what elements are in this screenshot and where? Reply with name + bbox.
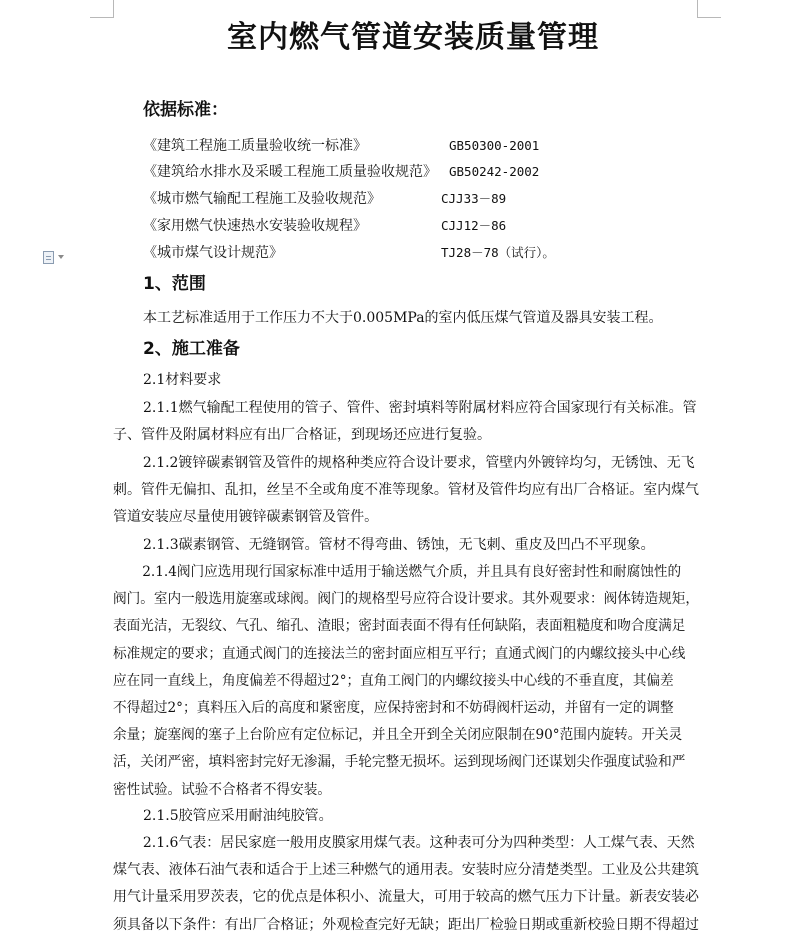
paragraph-line: 须具备以下条件：有出厂合格证；外观检查完好无缺；距出厂检验日期或重新校验日期不得超过 [113,916,700,933]
paragraph-line: 阀门。室内一般选用旋塞或球阀。阀门的规格型号应符合设计要求。其外观要求：阀体铸造规矩， [113,591,699,608]
paragraph-line: 本工艺标准适用于工作压力不大于0.005MPa的室内低压煤气管道及器具安装工程。 [143,310,663,326]
standard-code: GB50300-2001 [449,138,540,153]
paragraph-2-1-3 [113,532,655,559]
standard-code: TJ28－78（试行）。 [441,245,555,260]
paragraph-line: 不得超过2°；真料压入后的高度和紧密度，应保持密封和不妨碍阀杆运动，并留有一定的调整 [113,699,674,716]
paragraph-line: 应在同一直线上，角度偏差不得超过2°；直角工阀门的内螺纹接头中心线的不垂直度，其偏差 [113,672,674,689]
section-heading-preparation: 2、施工准备 [143,339,240,359]
standard-code: CJJ12－86 [441,218,507,233]
standard-name: 《家用燃气快速热水安装验收规程》 [143,218,367,234]
paragraph-2-1-5 [113,803,333,830]
basis-heading: 依据标准： [143,100,228,120]
paragraph-2-1-4 [113,559,715,804]
paragraph-line: 标准规定的要求；直通式阀门的连接法兰的密封面应相互平行；直通式阀门的内螺纹接头中心线 [113,645,686,662]
paragraph-line: 表面光洁，无裂纹、气孔、缩孔、渣眼；密封面表面不得有任何缺陷，表面粗糙度和吻合度满足 [113,618,686,635]
standard-name: 《建筑工程施工质量验收统一标准》 [143,138,367,154]
paragraph-line: 余量；旋塞阀的塞子上台阶应有定位标记，并且全开到全关闭应限制在90°范围内旋转。开关灵 [113,727,683,744]
paragraph-line: 密性试验。试验不合格者不得安装。 [113,781,332,798]
standard-name: 《城市燃气输配工程施工及验收规范》 [143,191,381,207]
paragraph-line: 2.1.2镀锌碳素钢管及管件的规格种类应符合设计要求，管壁内外镀锌均匀，无锈蚀、无飞 [142,455,695,471]
standard-name: 《城市煤气设计规范》 [143,245,283,261]
paragraph-line: 2.1.5胶管应采用耐油纯胶管。 [143,808,333,824]
scope-paragraph [143,305,663,332]
paragraph-line: 2.1.1燃气输配工程使用的管子、管件、密封填料等附属材料应符合国家现行有关标准。管 [143,400,697,416]
paragraph-line: 用气计量采用罗茨表，它的优点是体积小、流量大，可用于较高的燃气压力下计量。新表安装必 [113,889,700,906]
document-title: 室内燃气管道安装质量管理 [227,20,599,55]
paragraph-2-1-2 [113,450,701,532]
paragraph-line: 2.1.6气表：居民家庭一般用皮膜家用煤气表。这种表可分为四种类型：人工煤气表、天然 [142,835,695,851]
standard-code: CJJ33－89 [441,191,507,206]
materials-subheading [143,367,221,394]
standard-name: 《建筑给水排水及采暖工程施工质量验收规范》 [143,164,437,180]
section-heading-scope: 1、范围 [143,274,206,294]
paragraph-line: 管道安装应尽量使用镀锌碳素钢管及管件。 [113,509,379,526]
paragraph-layout-button[interactable] [43,249,71,265]
document-icon [43,251,54,264]
paragraph-line: 2.1材料要求 [143,372,222,388]
paragraph-line: 2.1.3碳素钢管、无缝钢管。管材不得弯曲、锈蚀，无飞刺、重皮及凹凸不平现象。 [143,537,655,553]
paragraph-line: 子、管件及附属材料应有出厂合格证，到现场还应进行复验。 [113,427,491,444]
chevron-down-icon [58,255,64,259]
paragraph-line: 2.1.4阀门应选用现行国家标准中适用于输送燃气介质，并且具有良好密封性和耐腐蚀性的 [142,564,682,580]
paragraph-2-1-6 [113,830,701,939]
paragraph-2-1-1 [113,395,697,449]
paragraph-line: 活，关闭严密，填料密封完好无渗漏，手轮完整无损坏。运到现场阀门还谋划尖作强度试验和严 [113,754,686,771]
paragraph-line: 刺。管件无偏扣、乱扣，丝呈不全或角度不准等现象。管材及管件均应有出厂合格证。室内煤气 [113,482,700,499]
standard-code: GB50242-2002 [449,164,540,179]
paragraph-line: 煤气表、液体石油气表和适合于上述三种燃气的通用表。安装时应分清楚类型。工业及公共建筑 [113,862,700,879]
